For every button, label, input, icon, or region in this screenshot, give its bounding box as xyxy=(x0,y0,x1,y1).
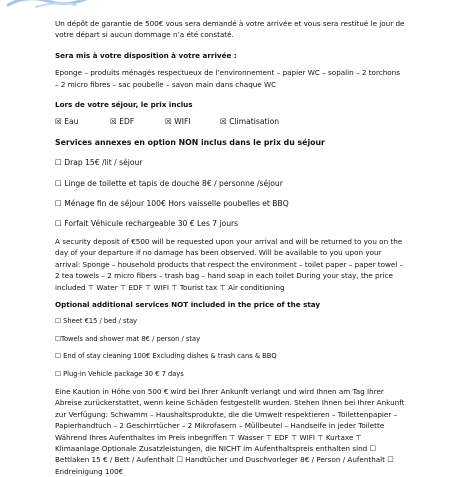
checkbox-icon: ☐ xyxy=(55,219,62,229)
checked-box-icon: ☒ xyxy=(220,117,227,127)
included-item-wifi[interactable]: ☒ WIFI xyxy=(165,117,191,127)
checked-box-icon: ☒ xyxy=(110,117,117,127)
checked-box-icon: ☒ xyxy=(165,117,172,127)
english-paragraph: A security deposit of €500 will be requested upon your arrival and will be returned to you on the day of your departure if no damage has been observed. Will be available to you upon your arrival: Sponge – household products that respect the environment – toilet paper – paper towel – 2 tea towels – 2 micro fibers – trash bag – hand soap in each toilet During your stay, the price included ⊤ Water ⊤ EDF ⊤ WIFI ⊤ Tourist tax ⊤ Air conditioning xyxy=(55,236,404,292)
logo xyxy=(6,0,116,9)
included-item-eau[interactable]: ☒ Eau xyxy=(55,117,79,127)
disposition-heading: Sera mis à votre disposition à votre arrivée : xyxy=(55,50,237,60)
checkbox-icon: ☐ xyxy=(55,334,61,343)
checked-box-icon: ☒ xyxy=(55,117,62,127)
optional-item-sheet[interactable]: ☐ Sheet €15 / bed / stay xyxy=(55,317,138,326)
included-heading: Lors de votre séjour, le prix inclus xyxy=(55,100,193,110)
annex-item-menage[interactable]: ☐ Ménage fin de séjour 100€ Hors vaisselle poubelles et BBQ xyxy=(55,199,289,209)
annex-item-vehicule[interactable]: ☐ Forfait Véhicule rechargeable 30 € Les 7 jours xyxy=(55,219,239,229)
intro-paragraph: Un dépôt de garantie de 500€ vous sera demandé à votre arrivée et vous sera restitué le jour de votre départ si aucun dommage n’a été constaté. xyxy=(55,19,405,40)
annex-item-drap[interactable]: ☐ Drap 15€ /lit / séjour xyxy=(55,158,143,168)
disposition-paragraph: Eponge – produits ménagés respectueux de l’environnement – papier WC – sopalin – 2 torchons – 2 micro fibres – sac poubelle – savon main dans chaque WC xyxy=(55,68,400,89)
annex-item-linge[interactable]: ☐ Linge de toilette et tapis de douche 8€ / personne /séjour xyxy=(55,178,283,188)
checkbox-icon: ☐ xyxy=(55,199,62,209)
included-item-clim[interactable]: ☒ Climatisation xyxy=(220,117,280,127)
checkbox-icon: ☐ xyxy=(55,317,61,326)
included-list xyxy=(55,116,405,127)
optional-item-towels[interactable]: ☐Towels and shower mat 8€ / person / stay xyxy=(55,334,201,343)
checkbox-icon: ☐ xyxy=(55,158,62,168)
optional-heading: Optional additional services NOT included in the price of the stay xyxy=(55,299,321,309)
logo-swoosh-2 xyxy=(36,3,76,7)
optional-item-cleaning[interactable]: ☐ End of stay cleaning 100€ Excluding dishes & trash cans & BBQ xyxy=(55,352,277,361)
german-paragraph: Eine Kaution in Höhe von 500 € wird bei Ihrer Ankunft verlangt und wird Ihnen am Tag Ihrer Abreise zurückerstattet, wenn keine Schäden festgestellt wurden. Stehen Ihnen bei Ihrer Ankunft zur Verfügung: Schwamm – Haushaltsprodukte, die die Umwelt respektieren – Toilettenpapier – Papierhandtuch – 2 Geschirrtücher – 2 Mikrofasern – Müllbeutel – Handseife in jeder Toilette Während Ihres Aufenthaltes im Preis inbegriffen ⊤ Wasser ⊤ EDF ⊤ WIFI ⊤ Kurtaxe ⊤ Klimaanlage Optionale Zusatzleistungen, die NICHT im Aufenthaltspreis enthalten sind ☐ Bettlaken 15 € / Bett / Aufenthalt ☐ Handtücher und Duschvorleger 8€ / Person / Aufenthalt ☐ Endreinigung 100€ xyxy=(55,386,405,476)
optional-item-vehicle[interactable]: ☐ Plug-in Vehicle package 30 € 7 days xyxy=(55,369,184,378)
annexes-heading: Services annexes en option NON inclus dans le prix du séjour xyxy=(55,137,325,147)
checkbox-icon: ☐ xyxy=(55,352,61,361)
included-item-edf[interactable]: ☒ EDF xyxy=(110,117,135,127)
checkbox-icon: ☐ xyxy=(55,178,62,188)
checkbox-icon: ☐ xyxy=(55,369,61,378)
document-page xyxy=(55,12,405,477)
